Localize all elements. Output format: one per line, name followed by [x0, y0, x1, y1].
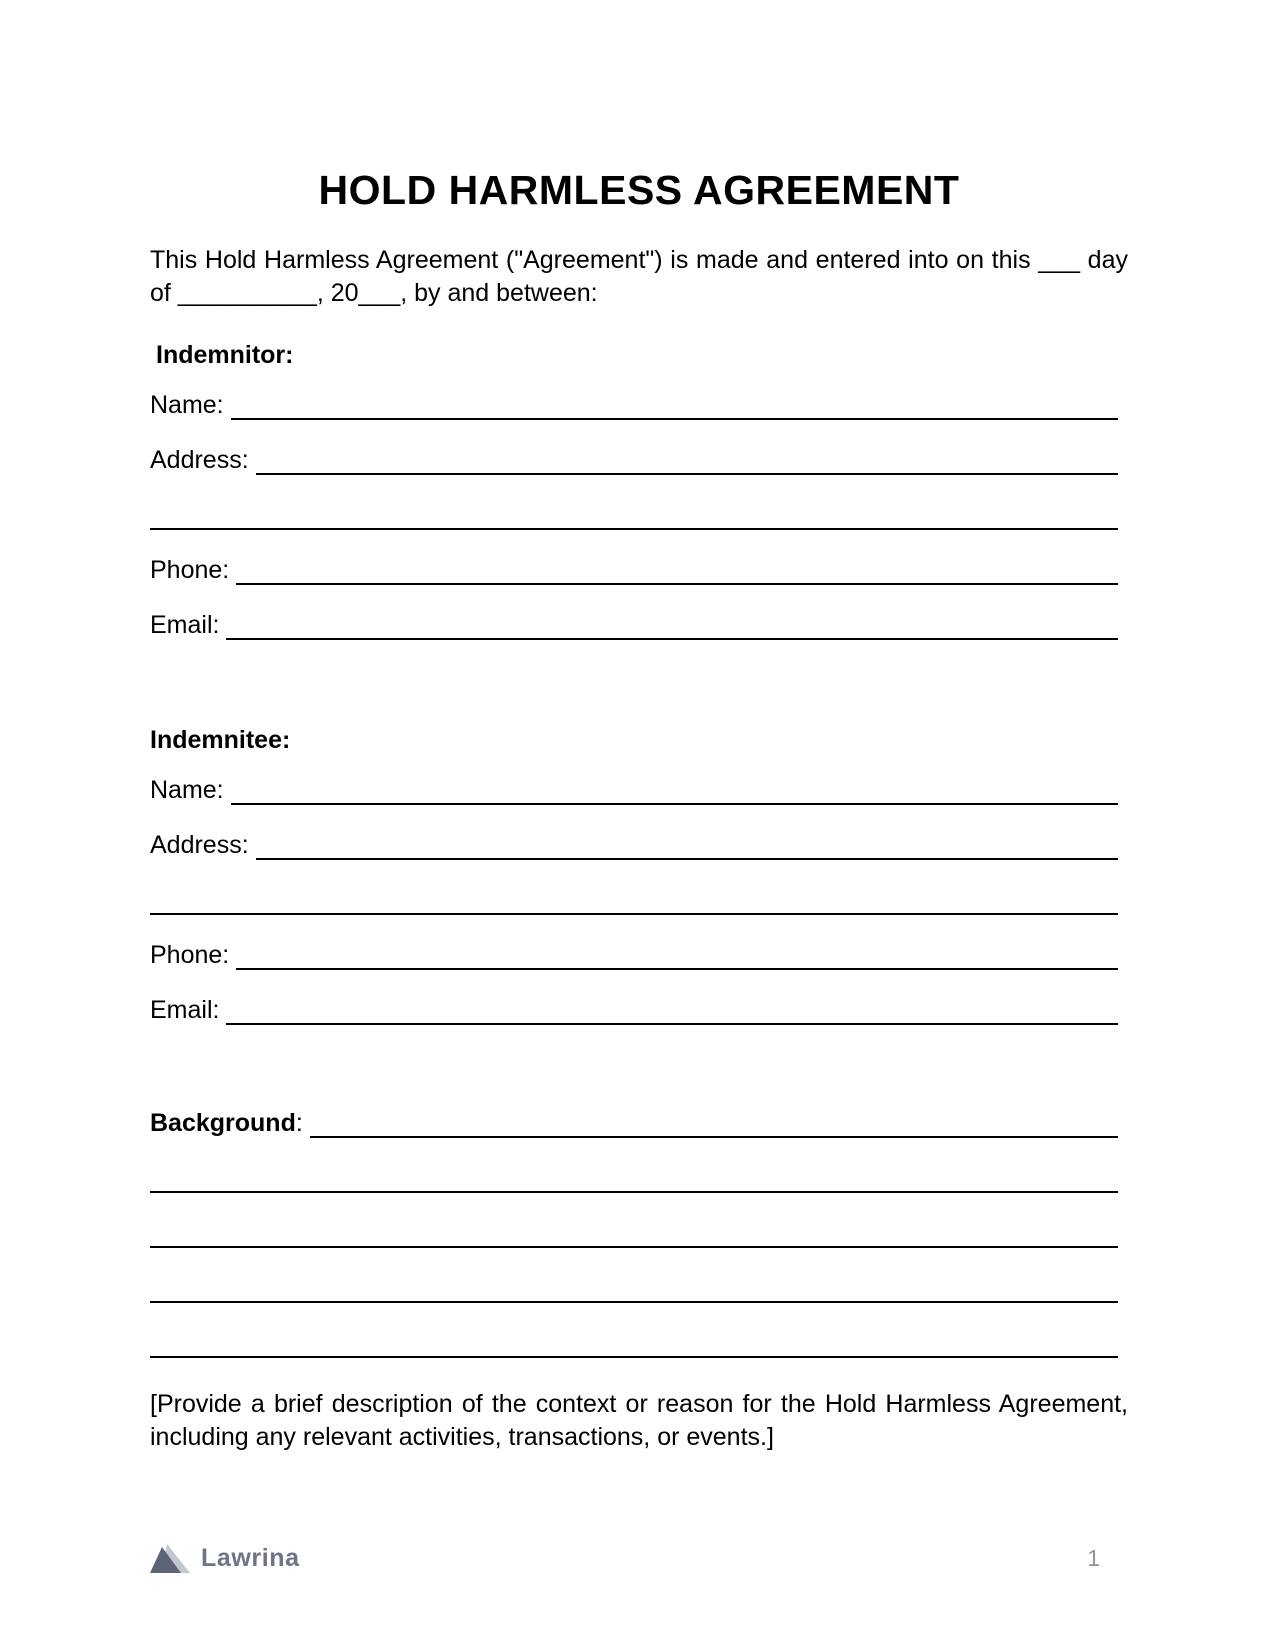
- indemnitee-phone-label: Phone:: [150, 941, 230, 969]
- background-label-bold: Background: [150, 1109, 296, 1137]
- indemnitor-email-blank-line: [226, 638, 1118, 640]
- indemnitee-address-label: Address:: [150, 831, 249, 859]
- indemnitor-address-blank-line: [256, 473, 1118, 475]
- indemnitee-email-label: Email:: [150, 996, 220, 1024]
- indemnitor-address-label: Address:: [150, 446, 249, 474]
- page-number: 1: [1087, 1545, 1100, 1571]
- indemnitor-phone-label: Phone:: [150, 556, 230, 584]
- background-line-2: [150, 1163, 1118, 1193]
- indemnitee-heading: Indemnitee:: [150, 726, 291, 754]
- indemnitor-section: [150, 340, 1128, 640]
- indemnitor-phone-blank-line: [236, 583, 1118, 585]
- indemnitor-email-row: [150, 610, 1128, 640]
- brand-name: Lawrina: [201, 1544, 300, 1572]
- indemnitor-heading: Indemnitor:: [156, 341, 294, 369]
- background-label-colon: :: [295, 1109, 303, 1137]
- indemnitee-phone-row: [150, 940, 1128, 970]
- indemnitor-address-continuation-line: [150, 500, 1118, 530]
- indemnitor-phone-row: [150, 555, 1128, 585]
- background-row: [150, 1108, 1128, 1138]
- instruction-note: [Provide a brief description of the context or reason for the Hold Harmless Agreement, including any relevant activities, transactions, or events.]: [150, 1390, 1128, 1451]
- indemnitor-address-row: [150, 445, 1128, 475]
- background-line-3: [150, 1218, 1118, 1248]
- mountain-logo-icon: [150, 1542, 190, 1575]
- lawrina-brand: [150, 1542, 300, 1575]
- background-section: [150, 1108, 1128, 1358]
- indemnitor-name-label: Name:: [150, 391, 224, 419]
- indemnitee-section: [150, 725, 1128, 1025]
- indemnitee-address-continuation-line: [150, 885, 1118, 915]
- indemnitor-name-row: [150, 390, 1128, 420]
- indemnitor-email-label: Email:: [150, 611, 220, 639]
- indemnitee-email-row: [150, 995, 1128, 1025]
- indemnitee-phone-blank-line: [236, 968, 1118, 970]
- background-line-4: [150, 1273, 1118, 1303]
- background-line-5: [150, 1328, 1118, 1358]
- indemnitee-name-blank-line: [231, 803, 1118, 805]
- indemnitee-address-row: [150, 830, 1128, 860]
- indemnitee-name-label: Name:: [150, 776, 224, 804]
- indemnitee-name-row: [150, 775, 1128, 805]
- intro-paragraph: This Hold Harmless Agreement ("Agreement") is made and entered into on this ___ day of __________, 20___, by and between:: [150, 246, 1128, 307]
- background-label: [150, 1108, 303, 1138]
- indemnitee-email-blank-line: [226, 1023, 1118, 1025]
- background-blank-line: [310, 1136, 1118, 1138]
- document-title: HOLD HARMLESS AGREEMENT: [318, 167, 960, 213]
- page-footer: [150, 1542, 1128, 1575]
- indemnitor-name-blank-line: [231, 418, 1118, 420]
- indemnitee-address-blank-line: [256, 858, 1118, 860]
